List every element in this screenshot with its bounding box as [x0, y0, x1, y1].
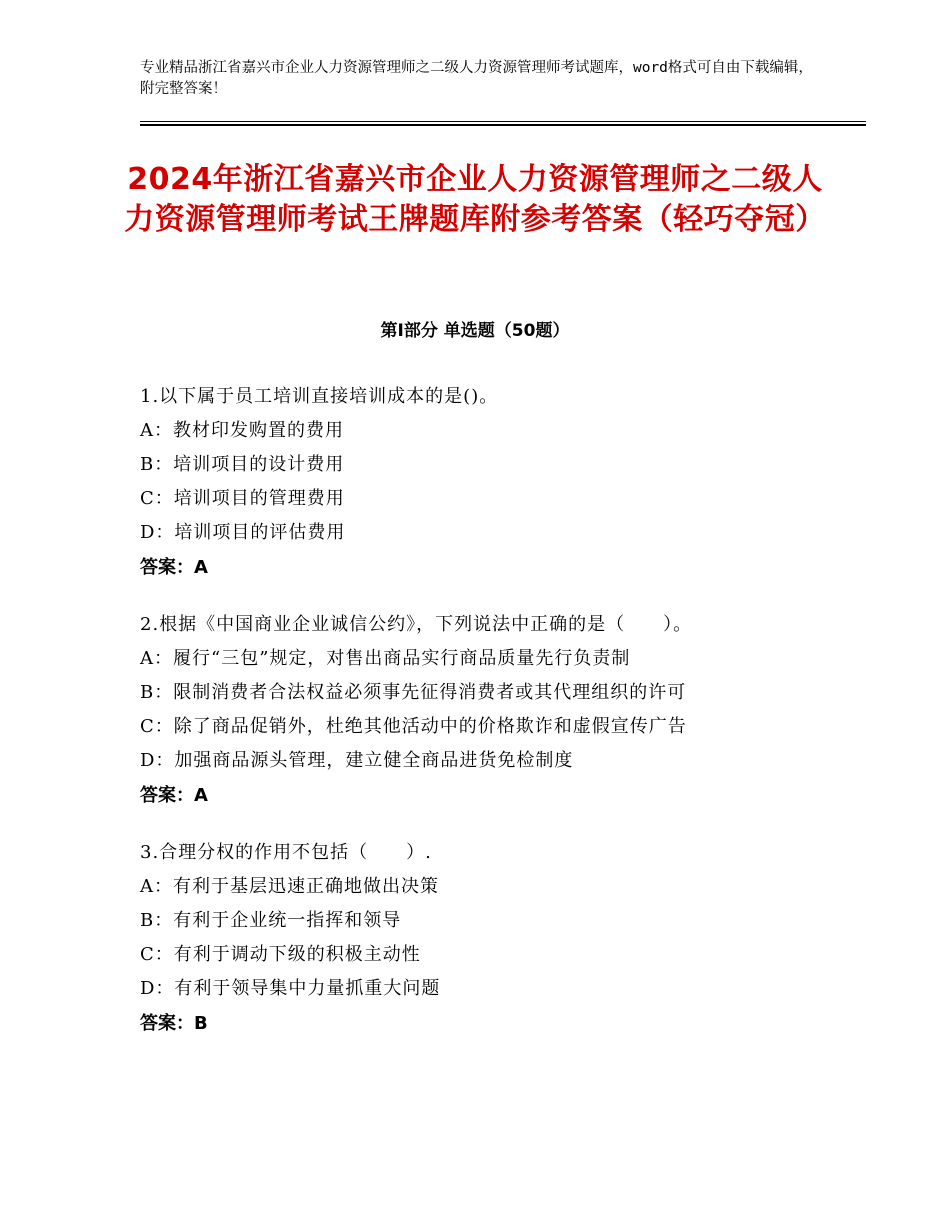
- option-a: A：教材印发购置的费用: [140, 420, 344, 441]
- question-3: [140, 836, 860, 1042]
- question-1: [140, 380, 860, 586]
- option-d: D：有利于领导集中力量抓重大问题: [140, 978, 441, 999]
- document-title: 2024年浙江省嘉兴市企业人力资源管理师之二级人力资源管理师考试王牌题库附参考答案（轻巧夺冠）: [124, 162, 826, 237]
- answer: 答案：A: [140, 785, 208, 806]
- question-2: [140, 608, 860, 814]
- section-title: 第Ⅰ部分 单选题（50题）: [380, 321, 570, 341]
- option-a: A：履行“三包”规定，对售出商品实行商品质量先行负责制: [140, 648, 631, 669]
- answer: 答案：A: [140, 557, 208, 578]
- header-divider-thin: [140, 121, 866, 122]
- option-d: D：培训项目的评估费用: [140, 522, 346, 543]
- header-note: 专业精品浙江省嘉兴市企业人力资源管理师之二级人力资源管理师考试题库，word格式可自由下载编辑，附完整答案！: [140, 60, 813, 97]
- question-stem: 2.根据《中国商业企业诚信公约》，下列说法中正确的是（ ）。: [140, 614, 693, 635]
- option-d: D：加强商品源头管理，建立健全商品进货免检制度: [140, 750, 574, 771]
- answer: 答案：B: [140, 1013, 208, 1034]
- question-list: [140, 380, 860, 1064]
- option-a: A：有利于基层迅速正确地做出决策: [140, 876, 439, 897]
- header-divider-thick: [140, 124, 866, 126]
- option-c: C：有利于调动下级的积极主动性: [140, 944, 421, 965]
- option-b: B：有利于企业统一指挥和领导: [140, 910, 402, 931]
- option-c: C：培训项目的管理费用: [140, 488, 345, 509]
- option-c: C：除了商品促销外，杜绝其他活动中的价格欺诈和虚假宣传广告: [140, 716, 687, 737]
- option-b: B：培训项目的设计费用: [140, 454, 345, 475]
- option-b: B：限制消费者合法权益必须事先征得消费者或其代理组织的许可: [140, 682, 687, 703]
- question-stem: 1.以下属于员工培训直接培训成本的是()。: [140, 386, 499, 407]
- question-stem: 3.合理分权的作用不包括（ ）.: [140, 842, 432, 863]
